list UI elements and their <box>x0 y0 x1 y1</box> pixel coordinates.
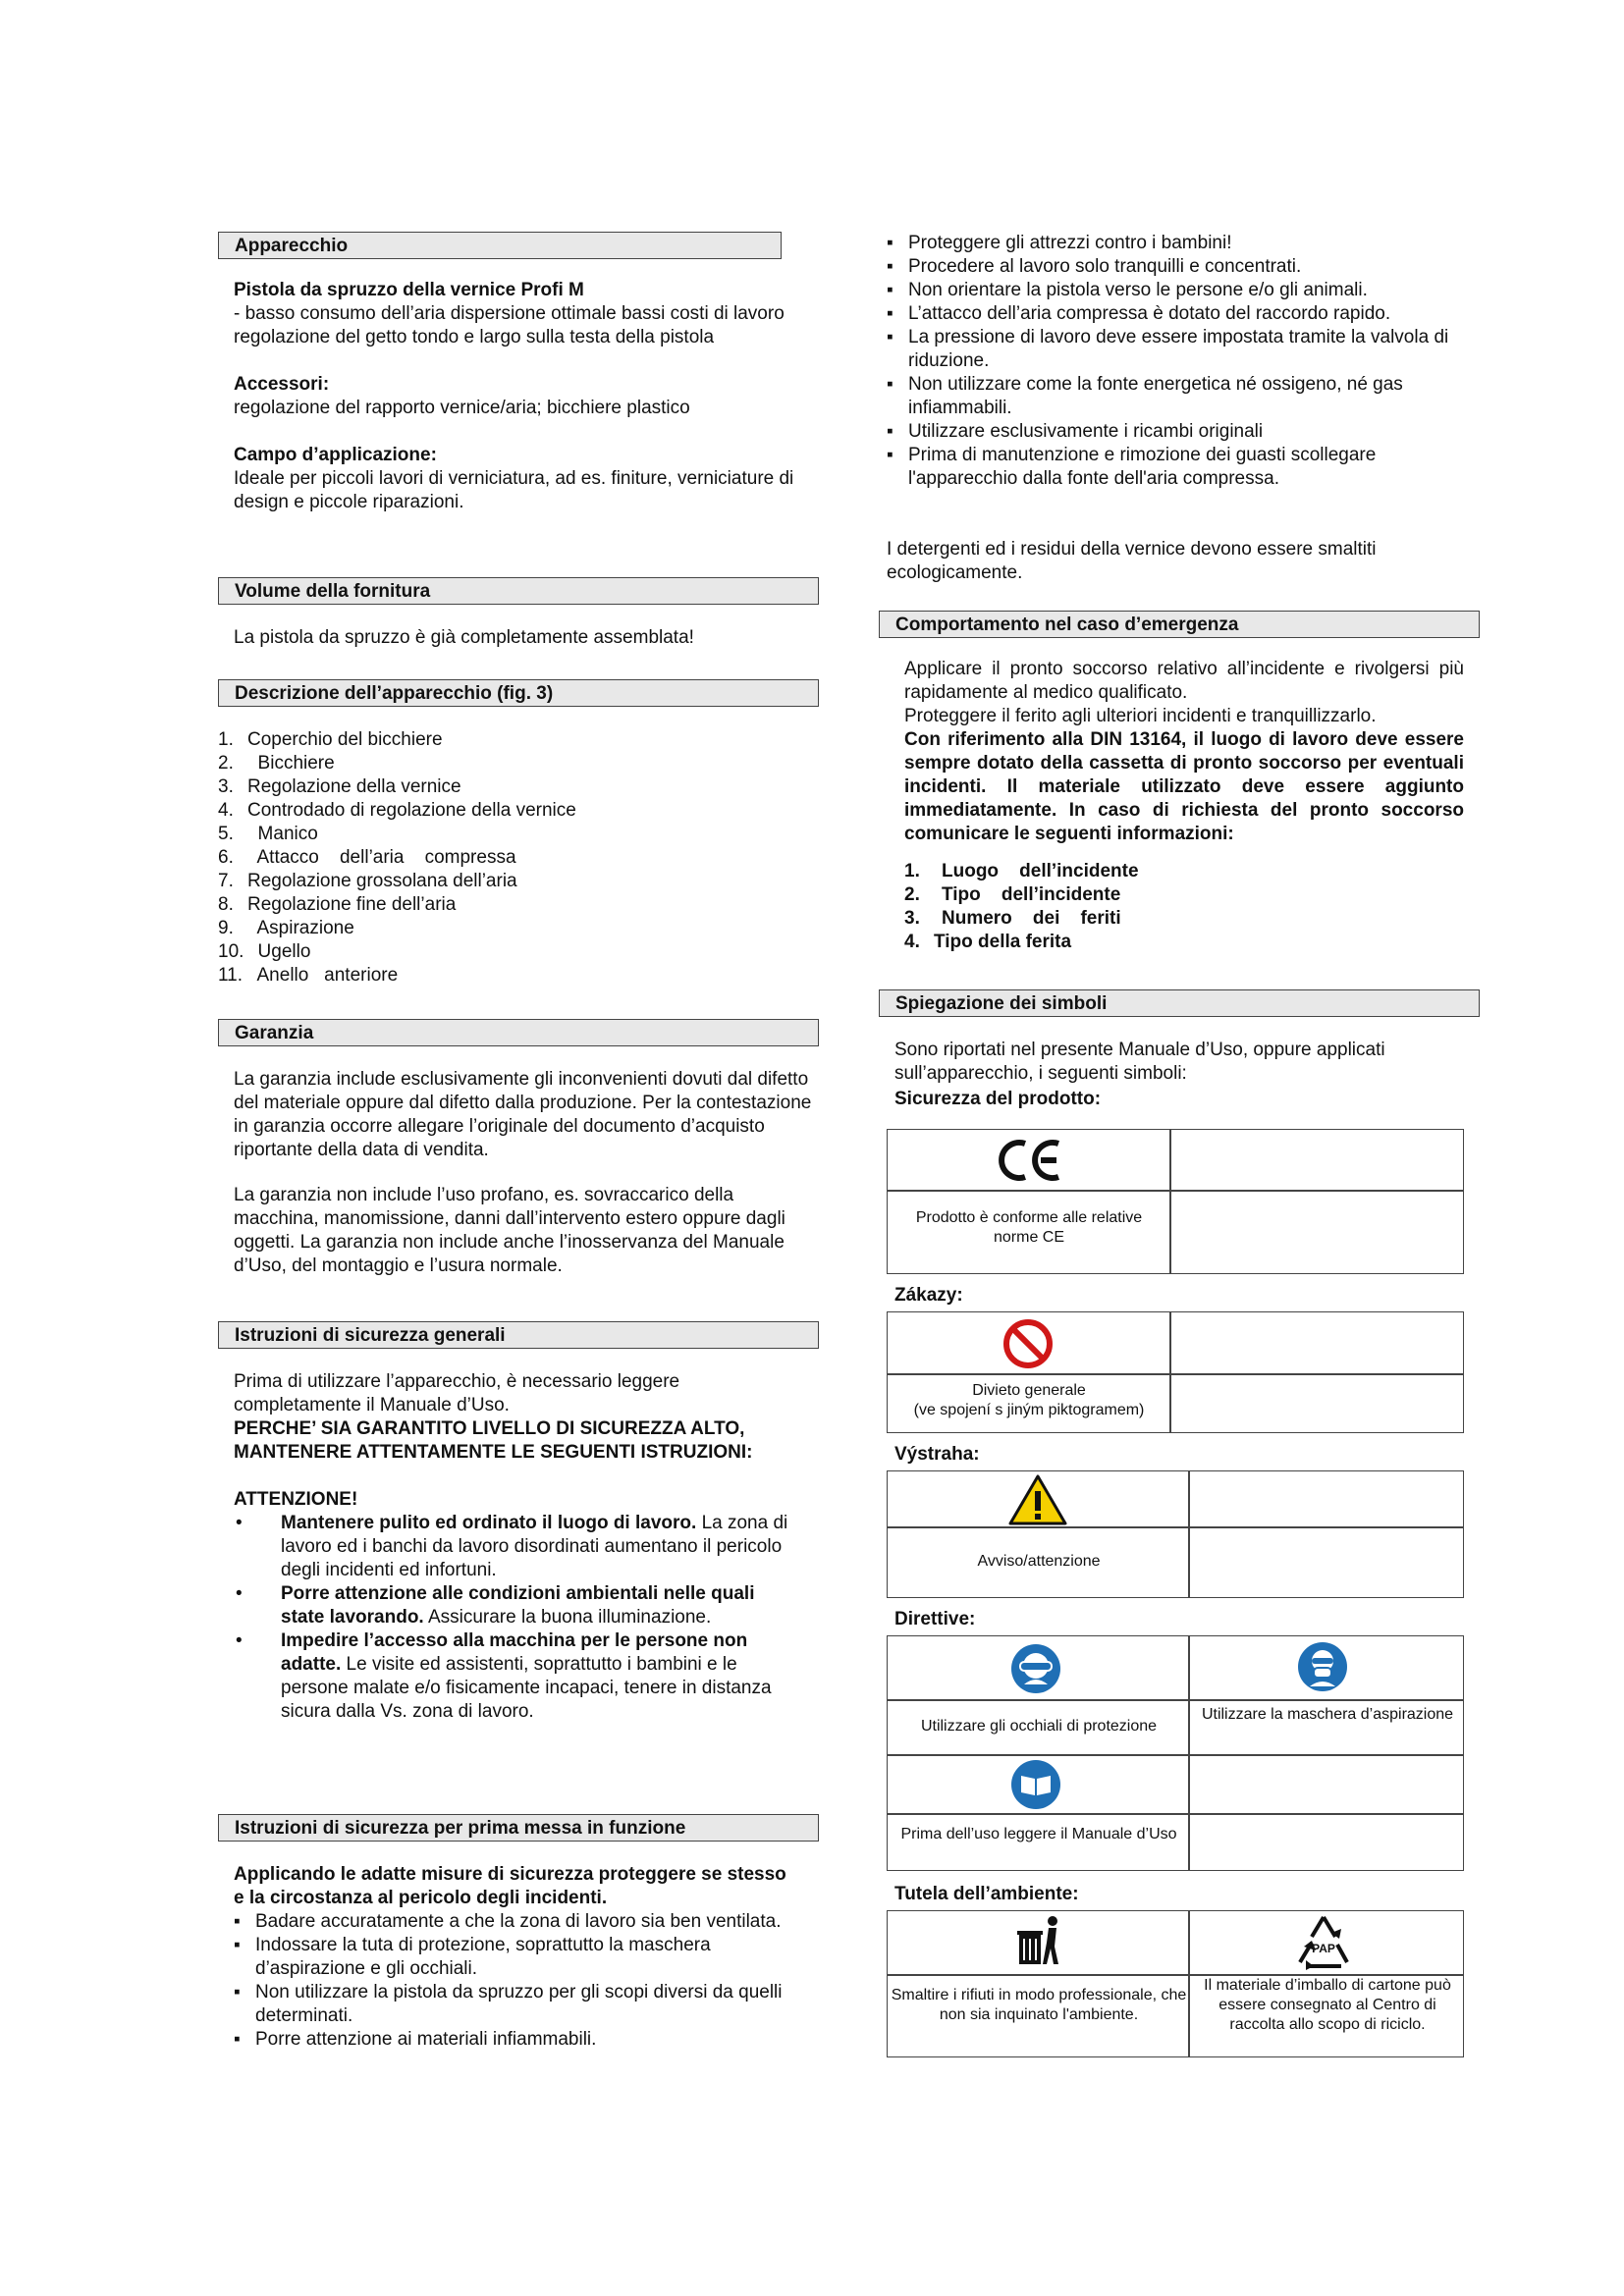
section-apparecchio <box>218 232 819 514</box>
section-heading: Spiegazione dei simboli <box>879 989 1480 1017</box>
list-item: 10. Ugello <box>218 941 311 962</box>
list-item: 1. Luogo dell’incidente <box>904 861 1139 881</box>
section-heading: Istruzioni di sicurezza per prima messa in funzione <box>218 1814 819 1842</box>
respirator-mask-icon <box>1296 1640 1349 1693</box>
emergency-bold-text: Con riferimento alla DIN 13164, il luogo di lavoro deve essere sempre dotato della cassetta di pronto soccorso per eventuali incidenti. Il materiale utilizzato deve essere aggiunto immediatamente. In caso di richiesta del pronto soccorso comunicare le seguenti informazioni: <box>904 729 1464 844</box>
product-title: Pistola da spruzzo della vernice Profi M <box>234 280 584 300</box>
manual-caption: Prima dell’uso leggere il Manuale d’Uso <box>900 1826 1177 1842</box>
svg-text:PAP: PAP <box>1312 1942 1335 1955</box>
section-prima-messa <box>218 1814 819 2052</box>
section-heading: Comportamento nel caso d’emergenza <box>879 611 1480 638</box>
list-item: 11. Anello anteriore <box>218 965 399 986</box>
list-item: 4. Tipo della ferita <box>904 932 1072 952</box>
section-heading: Descrizione dell’apparecchio (fig. 3) <box>218 679 819 707</box>
warning-symbol-table <box>887 1470 1464 1598</box>
list-item: ▪ Non utilizzare come la fonte energetica né ossigeno, né gas infiammabili. <box>887 373 1456 420</box>
list-item: 4. Controdado di regolazione della vernice <box>218 800 576 821</box>
application-text: Ideale per piccoli lavori di verniciatura, ad es. finiture, verniciature di design e piccole riparazioni. <box>234 468 794 512</box>
section-garanzia <box>218 1019 819 1278</box>
prohibition-caption: Divieto generale (ve spojení s jiným piktogramem) <box>913 1382 1145 1418</box>
ce-mark-icon <box>996 1136 1064 1185</box>
ce-caption: Prodotto è conforme alle relative norme CE <box>915 1209 1143 1246</box>
list-item: ▪ Indossare la tuta di protezione, soprattutto la maschera d’aspirazione e gli occhiali. <box>234 1934 797 1981</box>
product-safety-title: Sicurezza del prodotto: <box>894 1089 1102 1109</box>
parts-list <box>218 728 819 988</box>
list-item: ▪ Prima di manutenzione e rimozione dei guasti scollegare l'apparecchio dalla fonte dell'aria compressa. <box>887 444 1456 491</box>
section-descrizione <box>218 679 819 988</box>
prohibition-symbol-table <box>887 1311 1464 1433</box>
list-item: • Porre attenzione alle condizioni ambientali nelle quali state lavorando. Assicurare la buona illuminazione. <box>234 1582 797 1629</box>
warranty-paragraph: La garanzia non include l’uso profano, es. sovraccarico della macchina, manomissione, danni dall’intervento estero oppure dagli oggetti. La garanzia non include anche l’inosservanza del Manuale d’Uso, del montaggio e l’usura normale. <box>234 1185 785 1276</box>
product-description: - basso consumo dell’aria dispersione ottimale bassi costi di lavoro regolazione del getto tondo e largo sulla testa della pistola <box>234 303 785 347</box>
list-item: 8. Regolazione fine dell’aria <box>218 894 457 915</box>
directives-title: Direttive: <box>894 1609 976 1629</box>
list-item: 5. Manico <box>218 824 318 844</box>
recycling-pap-icon <box>1292 1913 1355 1970</box>
list-item: ▪ Utilizzare esclusivamente i ricambi originali <box>887 420 1456 444</box>
accessories-title: Accessori: <box>234 374 330 395</box>
safety-intro: Prima di utilizzare l’apparecchio, è necessario leggere completamente il Manuale d’Uso. <box>234 1371 680 1415</box>
read-manual-icon <box>1009 1758 1062 1811</box>
first-use-list <box>234 1910 797 2052</box>
section-volume <box>218 577 819 650</box>
application-title: Campo d’applicazione: <box>234 445 437 465</box>
ce-symbol-table <box>887 1129 1464 1274</box>
list-item: • Impedire l’accesso alla macchina per le persone non adatte. Le visite ed assistenti, soprattutto i bambini e le persone malate e/o fisicamente incapaci, tenere in distanza sicura dalla Vs. zona di lavoro. <box>234 1629 797 1724</box>
list-item: ▪ Non utilizzare la pistola da spruzzo per gli scopi diversi da quelli determinati. <box>234 1981 797 2028</box>
emergency-info-list <box>904 860 1464 954</box>
list-item: 3. Regolazione della vernice <box>218 776 461 797</box>
warranty-paragraph: La garanzia include esclusivamente gli inconvenienti dovuti dal difetto del materiale oppure dal difetto dalla produzione. Per la contestazione in garanzia occorre allegare l’originale del documento d’acquisto riportante della data di vendita. <box>234 1069 812 1160</box>
environment-title: Tutela dell’ambiente: <box>894 1884 1079 1904</box>
waste-caption: Smaltire i rifiuti in modo professionale, che non sia inquinato l'ambiente. <box>891 1987 1187 2023</box>
prohibitions-title: Zákazy: <box>894 1285 963 1306</box>
list-item: 7. Regolazione grossolana dell’aria <box>218 871 517 891</box>
section-emergenza <box>879 611 1480 954</box>
list-item: 1. Coperchio del bicchiere <box>218 729 443 750</box>
directives-symbol-table <box>887 1635 1464 1871</box>
environment-symbol-table <box>887 1910 1464 2057</box>
emergency-text: Applicare il pronto soccorso relativo all’incidente e rivolgersi più rapidamente al medico qualificato. <box>904 659 1464 703</box>
pap-caption: Il materiale d’imballo di cartone può essere consegnato al Centro di raccolta allo scopo di riciclo. <box>1204 1977 1451 2033</box>
list-item: ▪ Procedere al lavoro solo tranquilli e concentrati. <box>887 255 1456 279</box>
list-item: • Mantenere pulito ed ordinato il luogo di lavoro. La zona di lavoro ed i banchi da lavoro disordinati aumentano il pericolo degli incidenti ed infortuni. <box>234 1512 797 1582</box>
goggles-caption: Utilizzare gli occhiali di protezione <box>920 1718 1158 1735</box>
waste-bin-icon <box>1011 1913 1066 1972</box>
mask-caption: Utilizzare la maschera d’aspirazione <box>1201 1706 1454 1723</box>
list-item: ▪ Non orientare la pistola verso le persone e/o gli animali. <box>887 279 1456 302</box>
attention-label: ATTENZIONE! <box>234 1489 358 1510</box>
first-use-intro: Applicando le adatte misure di sicurezza proteggere se stesso e la circostanza al pericolo degli incidenti. <box>234 1864 786 1908</box>
safety-warning-bold: PERCHE’ SIA GARANTITO LIVELLO DI SICUREZZA ALTO, MANTENERE ATTENTAMENTE LE SEGUENTI ISTRUZIONI: <box>234 1418 753 1463</box>
list-item: 2. Tipo dell’incidente <box>904 884 1121 905</box>
detergents-note: I detergenti ed i residui della vernice devono essere smaltiti ecologicamente. <box>887 539 1377 583</box>
list-item: ▪ La pressione di lavoro deve essere impostata tramite la valvola di riduzione. <box>887 326 1456 373</box>
warnings-title: Výstraha: <box>894 1444 980 1465</box>
symbols-intro: Sono riportati nel presente Manuale d’Uso, oppure applicati sull’apparecchio, i seguenti simboli: <box>894 1040 1385 1084</box>
list-item: ▪ Porre attenzione ai materiali infiammabili. <box>234 2028 797 2052</box>
volume-text: La pistola da spruzzo è già completamente assemblata! <box>234 627 694 648</box>
safety-list <box>234 1512 797 1724</box>
section-heading: Garanzia <box>218 1019 819 1046</box>
safety-continued-list <box>887 232 1456 491</box>
list-item: ▪ Proteggere gli attrezzi contro i bambini! <box>887 232 1456 255</box>
accessories-text: regolazione del rapporto vernice/aria; bicchiere plastico <box>234 398 690 418</box>
section-heading: Apparecchio <box>218 232 782 259</box>
list-item: ▪ L’attacco dell’aria compressa è dotato del raccordo rapido. <box>887 302 1456 326</box>
list-item: 9. Aspirazione <box>218 918 354 938</box>
list-item: 2. Bicchiere <box>218 753 335 774</box>
prohibition-icon <box>1001 1317 1055 1370</box>
section-heading: Volume della fornitura <box>218 577 819 605</box>
list-item: 3. Numero dei feriti <box>904 908 1121 929</box>
svg-text:CE: CE <box>996 1136 998 1137</box>
warning-caption: Avviso/attenzione <box>977 1553 1101 1570</box>
section-heading: Istruzioni di sicurezza generali <box>218 1321 819 1349</box>
emergency-text: Proteggere il ferito agli ulteriori incidenti e tranquillizzarlo. <box>904 706 1377 726</box>
section-simboli <box>879 989 1480 1111</box>
list-item: 6. Attacco dell’aria compressa <box>218 847 516 868</box>
warning-icon <box>1007 1473 1068 1526</box>
list-item: ▪ Badare accuratamente a che la zona di lavoro sia ben ventilata. <box>234 1910 797 1934</box>
section-istruzioni-generali <box>218 1321 819 1724</box>
goggles-icon <box>1009 1642 1062 1695</box>
